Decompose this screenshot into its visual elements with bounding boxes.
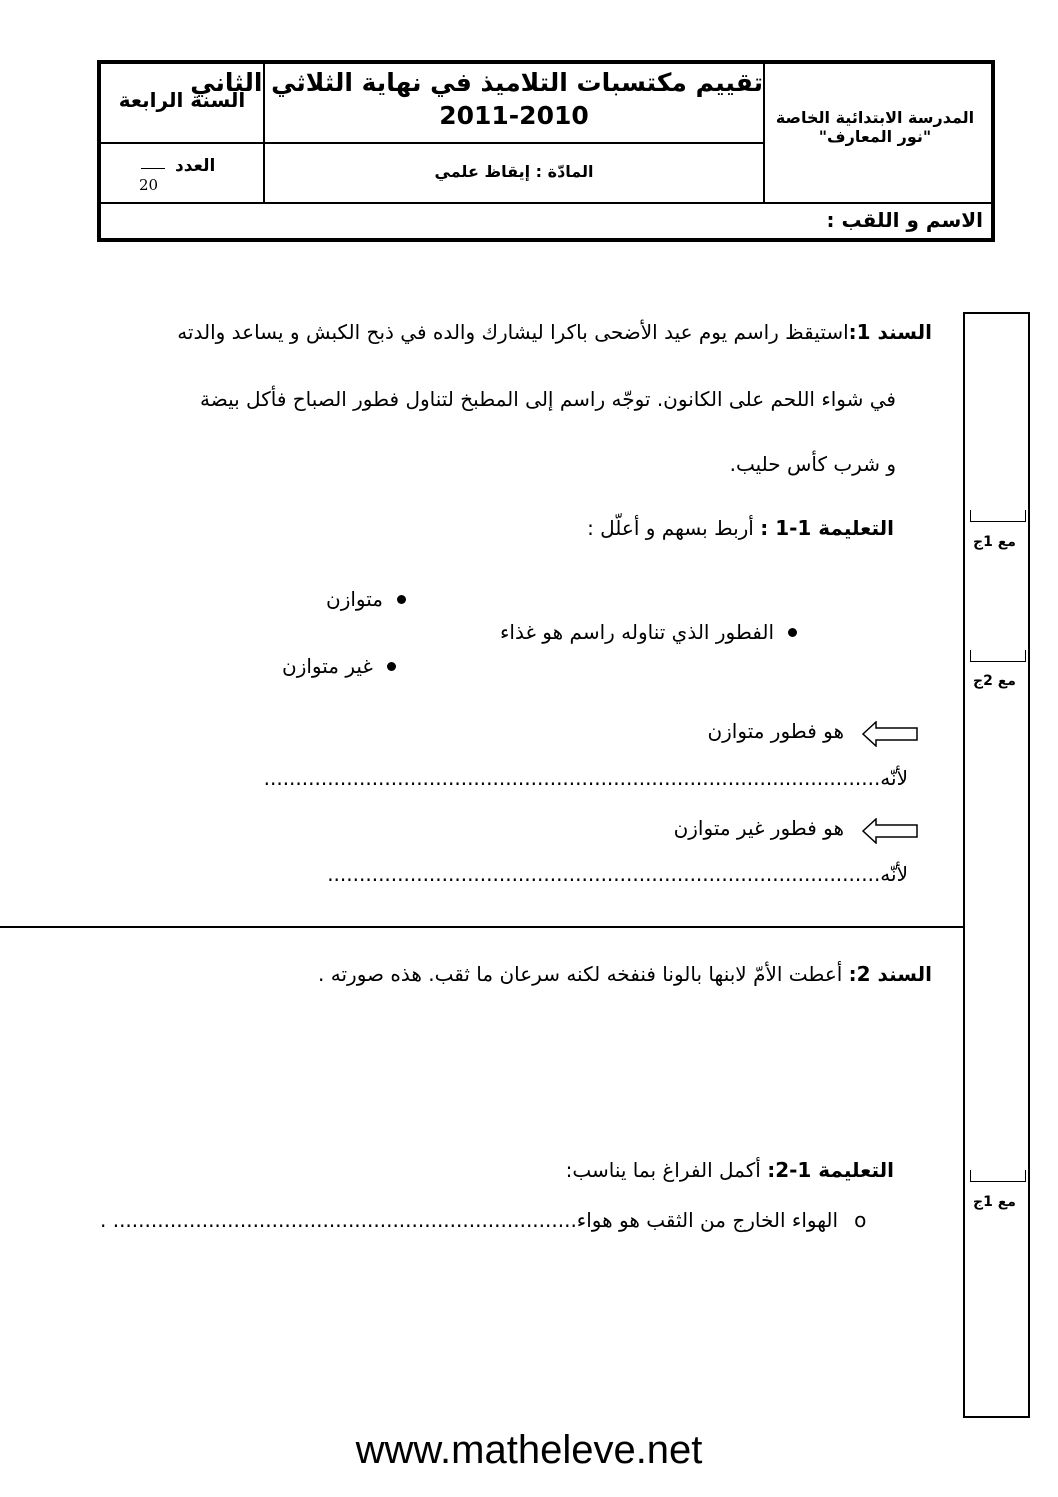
exam-title (190, 68, 763, 130)
arrow-left-icon (862, 818, 918, 844)
fill-in-item (100, 1208, 866, 1232)
section2-label: السند 2: (848, 962, 932, 986)
school-line-2: "نور المعارف" (818, 127, 932, 146)
bullet-icon (788, 628, 797, 637)
school-line-1: المدرسة الابتدائية الخاصة (775, 108, 975, 127)
instruction-1-1 (587, 516, 894, 540)
section1-line1 (177, 320, 932, 344)
header-divider (101, 202, 991, 204)
fill-in-text: الهواء الخارج من الثقب هو هواء......................................................................... . (100, 1208, 839, 1232)
school-name (765, 108, 985, 146)
header-divider (101, 142, 763, 144)
mark-label: مع 1ج (973, 1194, 1016, 1210)
instruction-1-1-text: أربط بسهم و أعلّل : (587, 516, 754, 540)
mark-label: مع 2ج (973, 673, 1016, 689)
bullet-icon (387, 662, 396, 671)
option-balanced-text: متوازن (326, 587, 383, 611)
section1-line2: في شواء اللحم على الكانون. توجّه راسم إلى المطبخ لتناول فطور الصباح فأكل بيضة (200, 387, 896, 411)
section2-line (318, 962, 932, 986)
section1-text: استيقظ راسم يوم عيد الأضحى باكرا ليشارك والده في ذبح الكبش و يساعد والدته (177, 320, 849, 344)
score-fraction-bar (141, 168, 165, 169)
mark-box (970, 650, 1026, 662)
option-balanced (326, 587, 406, 611)
option-unbalanced-text: غير متوازن (282, 654, 373, 678)
option-unbalanced (282, 654, 396, 678)
student-name-label: الاسم و اللقب : (826, 208, 983, 232)
grade-level: السنة الرابعة (118, 88, 246, 112)
section1-label: السند 1: (848, 320, 932, 344)
footer-website: www.matheleve.net (355, 1428, 703, 1472)
bullet-icon (397, 595, 406, 604)
section-divider (0, 926, 965, 928)
marks-column (963, 312, 1030, 1418)
mark-label: مع 1ج (973, 534, 1016, 550)
subject: المادّة : إيقاظ علمي (434, 162, 594, 181)
circle-bullet-icon: o (854, 1208, 867, 1232)
mark-box (970, 510, 1026, 522)
score-denominator: 20 (139, 176, 159, 194)
exam-years: 2011-2010 (439, 101, 589, 130)
answer-unbalanced: هو فطور غير متوازن (673, 816, 844, 840)
mark-box (970, 1170, 1026, 1182)
instruction-1-1-label: التعليمة 1-1 : (760, 516, 894, 540)
because-line-2: لأنّه....................................................................................... (327, 862, 908, 886)
statement-breakfast-text: الفطور الذي تناوله راسم هو غذاء (500, 620, 775, 644)
score-label: العدد (175, 156, 216, 176)
section2-text: أعطت الأمّ لابنها بالونا فنفخه لكنه سرعان ما ثقب. هذه صورته . (318, 962, 843, 986)
header-table (97, 60, 995, 242)
section1-line3: و شرب كأس حليب. (729, 452, 896, 476)
instruction-1-2 (566, 1158, 894, 1182)
answer-balanced: هو فطور متوازن (707, 719, 844, 743)
statement-breakfast (500, 620, 797, 644)
because-line-1: لأنّه................................................................................................. (263, 766, 908, 790)
instruction-1-2-text: أكمل الفراغ بما يناسب: (565, 1158, 761, 1182)
exam-title-text: تقييم مكتسبات التلاميذ في نهاية الثلاثي الثاني (190, 68, 763, 97)
arrow-left-icon (862, 721, 918, 747)
instruction-1-2-label: التعليمة 1-2: (767, 1158, 894, 1182)
